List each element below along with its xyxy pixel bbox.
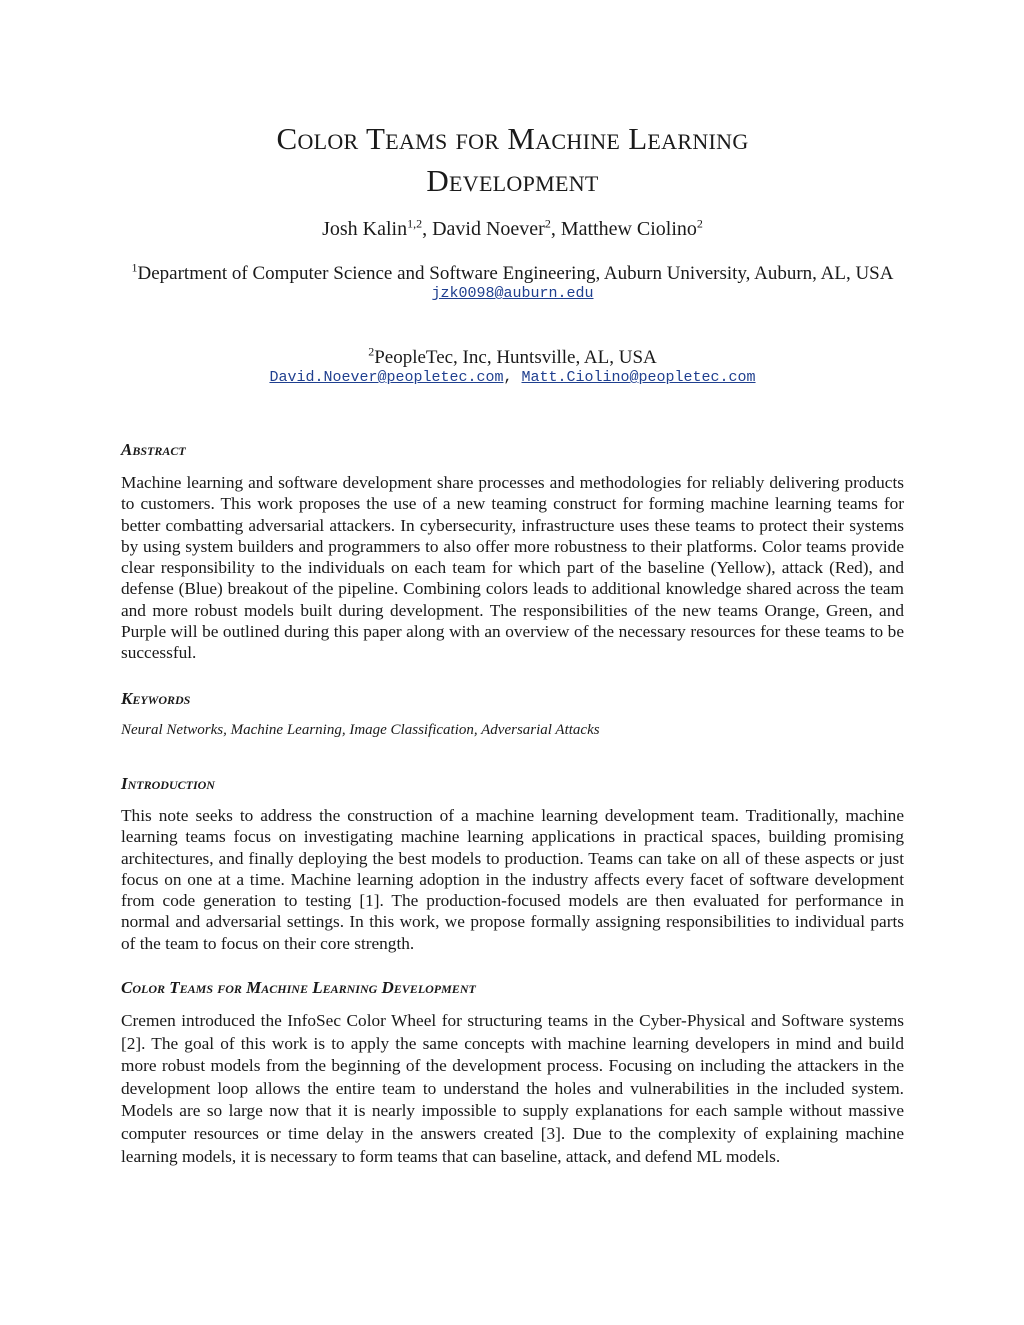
email-link-noever[interactable]: David.Noever@peopletec.com xyxy=(269,369,504,386)
abstract-text: Machine learning and software development share processes and methodologies for reliably delivering products to customers. This work proposes the use of a new teaming construct for forming machine learning teams for better combatting adversarial attackers. In cybersecurity, infrastructure uses these teams to protect their systems by using system builders and programmers to also offer more robustness to their platforms. Color teams provide clear responsibility to the individuals on each team for which part of the baseline (Yellow), attack (Red), and defense (Blue) breakout of the pipeline. Combining colors leads to additional knowledge shared across the team and more robust models built during development. The responsibilities of the new teams Orange, Green, and Purple will be outlined during this paper along with an overview of the necessary resources for these teams to be successful. xyxy=(121,473,904,663)
email-line-2 xyxy=(121,369,904,387)
email-link-ciolino[interactable]: Matt.Ciolino@peopletec.com xyxy=(521,369,756,386)
affiliation-text: PeopleTec, Inc, Huntsville, AL, USA xyxy=(374,347,657,368)
author-list xyxy=(121,216,904,242)
color-teams-text: Cremen introduced the InfoSec Color Wheel for structuring teams in the Cyber-Physical and Software systems [2]. The goal of this work is to apply the same concepts with machine learning developers in mind and build more robust models from the beginning of the development process. Focusing on including the attackers in the development loop allows the entire team to understand the holes and vulnerabilities in the included system. Models are so large now that it is nearly impossible to supply explanations for each sample without massive computer resources or time delay in the answers created [3]. Due to the complexity of explaining machine learning models, it is necessary to form teams that can baseline, attack, and defend ML models. xyxy=(121,1011,904,1166)
affiliation-mark: 2 xyxy=(368,344,375,359)
author-separator: , xyxy=(422,218,433,240)
author-affiliation-mark: 2 xyxy=(544,216,551,231)
author-name: David Noever xyxy=(432,218,545,240)
author-name: Josh Kalin xyxy=(322,218,408,240)
introduction-text: This note seeks to address the construction of a machine learning development team. Traditionally, machine learning teams focus on investigating machine learning applications in practical spaces, building promising architectures, and finally deploying the best models to production. Teams can take on all of these aspects or just focus on one at a time. Machine learning adoption in the industry affects every facet of software development from code generation to testing [1]. The production-focused models are then evaluated for performance in normal and adversarial settings. In this work, we propose formally assigning responsibilities to individual parts of the team to focus on their core strength. xyxy=(121,806,904,953)
introduction-heading: Introduction xyxy=(121,774,215,793)
color-teams-heading: Color Teams for Machine Learning Development xyxy=(121,978,476,997)
title-line-1: Color Teams for Machine Learning xyxy=(276,121,749,156)
author-affiliation-mark: 2 xyxy=(696,216,703,231)
affiliation-text: Department of Computer Science and Software Engineering, Auburn University, Auburn, AL, USA xyxy=(137,263,894,284)
author-affiliation-mark: 1,2 xyxy=(407,216,423,231)
affiliation-mark: 1 xyxy=(131,260,138,275)
affiliation-2 xyxy=(121,346,904,387)
keywords-heading: Keywords xyxy=(121,689,191,708)
keywords-text: Neural Networks, Machine Learning, Image Classification, Adversarial Attacks xyxy=(121,722,600,738)
abstract-heading: Abstract xyxy=(121,440,186,459)
author-name: Matthew Ciolino xyxy=(560,218,697,240)
email-line-1 xyxy=(121,285,904,303)
paper-title xyxy=(121,118,904,202)
title-line-2: Development xyxy=(426,163,599,198)
email-link-kalin[interactable]: jzk0098@auburn.edu xyxy=(431,285,594,302)
affiliation-1 xyxy=(121,262,904,303)
email-separator: , xyxy=(503,369,522,386)
author-separator: , xyxy=(550,218,561,240)
